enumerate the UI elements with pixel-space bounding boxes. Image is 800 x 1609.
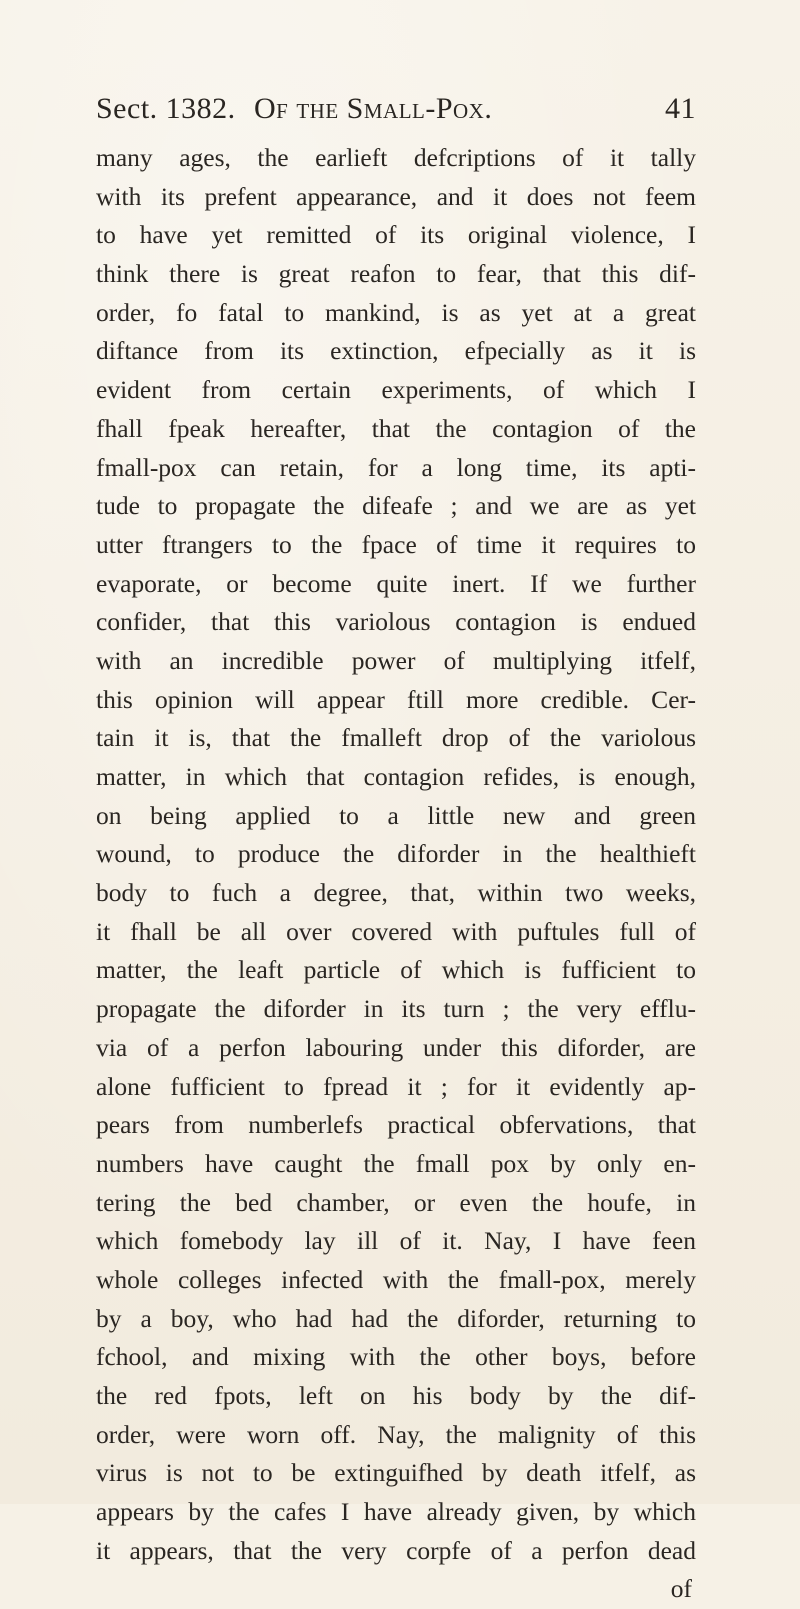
catchword: of [670, 1574, 692, 1604]
running-header [96, 92, 696, 132]
text-line: on being applied to a little new and green [96, 800, 696, 830]
text-line: whole colleges infected with the fmall-pox, merely [96, 1264, 696, 1294]
text-line: alone fufficient to fpread it ; for it evidently ap- [96, 1071, 696, 1101]
text-line: many ages, the earlieft defcriptions of it tally [96, 143, 696, 172]
text-line: order, were worn off. Nay, the malignity of this [96, 1419, 696, 1449]
text-line: order, fo fatal to mankind, is as yet at a great [96, 297, 696, 327]
text-line: it appears, that the very corpfe of a perfon dead [96, 1535, 696, 1565]
text-line: diftance from its extinction, efpecially as it is [96, 336, 696, 366]
text-line: via of a perfon labouring under this diforder, are [96, 1032, 696, 1062]
text-line: evident from certain experiments, of which I [96, 375, 696, 405]
text-line: by a boy, who had had the diforder, returning to [96, 1303, 696, 1333]
text-line: evaporate, or become quite inert. If we further [96, 568, 696, 598]
text-line: which fomebody lay ill of it. Nay, I have feen [96, 1226, 696, 1256]
text-line: wound, to produce the diforder in the healthieft [96, 839, 696, 869]
text-line: propagate the diforder in its turn ; the very efflu- [96, 994, 696, 1024]
text-line: fmall-pox can retain, for a long time, its apti- [96, 452, 696, 482]
text-line: fhall fpeak hereafter, that the contagion of the [96, 413, 696, 443]
text-line: with its prefent appearance, and it does not feem [96, 181, 696, 211]
text-line: with an incredible power of multiplying itfelf, [96, 645, 696, 675]
text-line: it fhall be all over covered with puftules full of [96, 916, 696, 946]
text-line: numbers have caught the fmall pox by only en- [96, 1148, 696, 1178]
text-line: think there is great reafon to fear, that this dif- [96, 259, 696, 289]
text-line: tude to propagate the difeafe ; and we are as yet [96, 491, 696, 521]
body-text [96, 139, 696, 1609]
text-line: utter ftrangers to the fpace of time it requires to [96, 529, 696, 559]
text-line: confider, that this variolous contagion is endued [96, 607, 696, 637]
page-number: 41 [665, 92, 696, 125]
text-line: tering the bed chamber, or even the houfe, in [96, 1187, 696, 1217]
chapter-title: Of the Small-Pox. [254, 92, 493, 125]
text-line: appears by the cafes I have already given, by which [96, 1497, 696, 1527]
text-line: virus is not to be extinguifhed by death itfelf, as [96, 1458, 696, 1488]
text-line: matter, the leaft particle of which is fufficient to [96, 955, 696, 985]
text-line: body to fuch a degree, that, within two weeks, [96, 878, 696, 908]
section-number: Sect. 1382. [96, 92, 236, 125]
text-line: fchool, and mixing with the other boys, before [96, 1342, 696, 1372]
text-line: the red fpots, left on his body by the dif- [96, 1381, 696, 1410]
text-line: this opinion will appear ftill more credible. Cer- [96, 684, 696, 714]
text-line: matter, in which that contagion refides, is enough, [96, 762, 696, 791]
text-line: tain it is, that the fmalleft drop of the variolous [96, 723, 696, 753]
text-line: to have yet remitted of its original violence, I [96, 220, 696, 250]
text-line: pears from numberlefs practical obfervations, that [96, 1110, 696, 1140]
